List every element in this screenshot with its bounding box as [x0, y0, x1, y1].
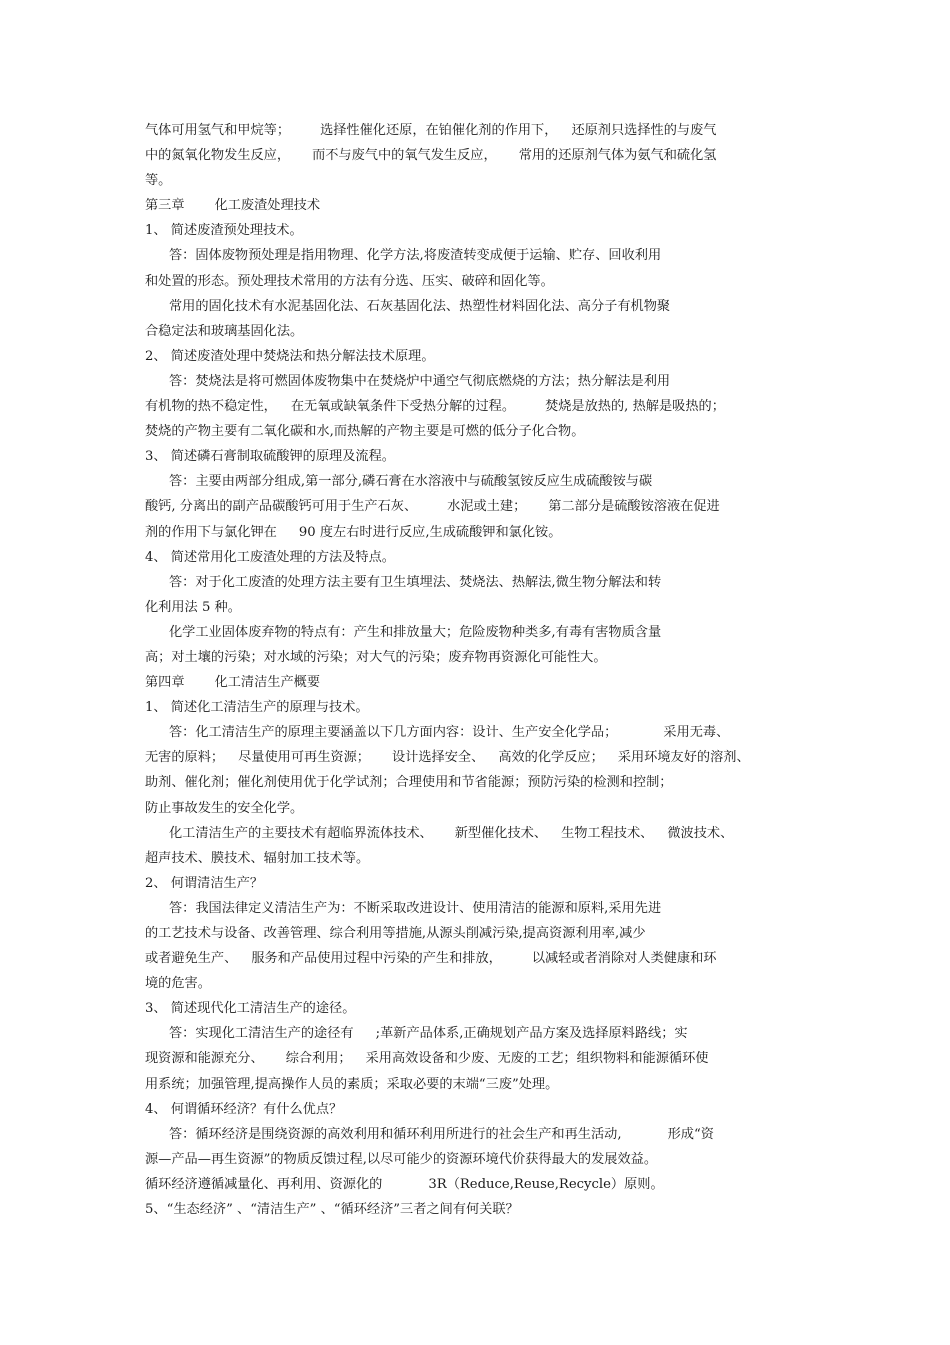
text-line: [145, 1122, 820, 1147]
text-line: [145, 745, 820, 770]
text-line: [145, 720, 820, 745]
text-segment: 答：固体废物预处理是指用物理、化学方法,将废渣转变成便于运输、贮存、回收利用: [169, 248, 662, 264]
chapter-heading: [145, 670, 820, 695]
text-segment: 生物工程技术、: [561, 825, 654, 841]
text-segment: 答：循环经济是围绕资源的高效利用和循环利用所进行的社会生产和再生活动,: [169, 1126, 622, 1142]
question-heading: [145, 444, 820, 469]
text-line: [145, 419, 820, 444]
text-segment: 的工艺技术与设备、改善管理、综合利用等措施,从源头削减污染,提高资源利用率,减少: [145, 926, 646, 941]
text-segment: 而不与废气中的氧气发生反应，: [312, 148, 497, 164]
text-segment: 境的危害。: [145, 976, 211, 992]
text-segment: 3、 简述磷石膏制取硫酸钾的原理及流程。: [145, 449, 395, 465]
text-segment: 中的氮氧化物发生反应，: [145, 148, 291, 164]
text-line: [145, 921, 820, 946]
text-line: [145, 369, 820, 394]
text-segment: 等。: [145, 173, 172, 189]
text-line: [145, 846, 820, 871]
document-body: [145, 118, 820, 1222]
text-segment: 3R（Reduce,Reuse,Recycle）原则。: [428, 1176, 664, 1192]
text-line: [145, 469, 820, 494]
question-heading: [145, 1097, 820, 1122]
text-line: [145, 1147, 820, 1172]
text-line: [145, 946, 820, 971]
question-heading: [145, 996, 820, 1021]
text-segment: 新型催化技术、: [454, 825, 548, 841]
question-heading: [145, 545, 820, 570]
text-line: [145, 896, 820, 921]
text-line: [145, 796, 820, 821]
text-line: [145, 520, 820, 545]
text-segment: 高；对土壤的污染；对水域的污染；对大气的污染；废弃物再资源化可能性大。: [145, 649, 607, 665]
text-segment: 90 度左右时进行反应,生成硫酸钾和氯化铵。: [298, 524, 562, 540]
chapter-heading: [145, 193, 820, 218]
chapter-number: 第四章: [145, 675, 185, 691]
text-segment: 有机物的热不稳定性，: [145, 399, 277, 415]
chapter-title: 化工废渣处理技术: [214, 198, 321, 214]
text-segment: 4、 简述常用化工废渣处理的方法及特点。: [145, 549, 395, 565]
text-segment: 化工清洁生产的主要技术有超临界流体技术、: [169, 825, 433, 841]
text-segment: 在无氧或缺氧条件下受热分解的过程。: [290, 399, 516, 415]
text-segment: 焚烧的产物主要有二氧化碳和水,而热解的产物主要是可燃的低分子化合物。: [145, 424, 585, 440]
text-line: [145, 243, 820, 268]
text-segment: 采用无毒、: [663, 725, 730, 741]
text-segment: 合稳定法和玻璃基固化法。: [145, 323, 304, 339]
text-segment: 常用的固化技术有水泥基固化法、石灰基固化法、热塑性材料固化法、高分子有机物聚: [169, 298, 671, 314]
text-segment: 或者避免生产、: [145, 951, 238, 967]
question-heading: [145, 218, 820, 243]
text-segment: 答：实现化工清洁生产的途径有: [169, 1026, 354, 1042]
text-segment: 采用高效设备和少废、无废的工艺；组织物料和能源循环使: [365, 1051, 709, 1067]
question-heading: [145, 695, 820, 720]
chapter-number: 第三章: [145, 198, 185, 214]
text-segment: 无害的原料；: [145, 750, 225, 766]
text-segment: 1、 简述化工清洁生产的原理与技术。: [145, 700, 369, 716]
text-segment: 以减轻或者消除对人类健康和环: [531, 951, 717, 967]
text-line: [145, 269, 820, 294]
text-segment: 4、 何谓循环经济？有什么优点？: [145, 1101, 343, 1117]
text-segment: 剂的作用下与氯化钾在: [145, 524, 277, 540]
text-segment: 设计选择安全、: [392, 750, 485, 766]
question-heading: [145, 871, 820, 896]
text-segment: 2、 何谓清洁生产？: [145, 875, 264, 891]
text-segment: 现资源和能源充分、: [145, 1051, 264, 1067]
text-segment: 采用环境友好的溶剂、: [617, 750, 750, 766]
text-line: [145, 1072, 820, 1097]
text-line: [145, 394, 820, 419]
text-segment: 服务和产品使用过程中污染的产生和排放，: [251, 951, 502, 967]
text-line: [145, 821, 820, 846]
text-line: [145, 770, 820, 795]
text-line: [145, 168, 820, 193]
text-segment: 第二部分是硫酸铵溶液在促进: [548, 499, 720, 515]
question-heading: [145, 1197, 820, 1222]
text-line: [145, 620, 820, 645]
chapter-title: 化工清洁生产概要: [214, 675, 321, 691]
text-line: [145, 570, 820, 595]
text-line: [145, 118, 820, 143]
text-segment: 5、“生态经济” 、“清洁生产” 、“循环经济”三者之间有何关联？: [145, 1202, 519, 1218]
text-segment: 化利用法 5 种。: [145, 599, 241, 615]
text-segment: 综合利用；: [285, 1051, 352, 1067]
text-segment: 还原剂只选择性的与废气: [571, 123, 717, 138]
text-line: [145, 1172, 820, 1197]
text-line: [145, 595, 820, 620]
text-segment: 化学工业固体废弃物的特点有：产生和排放量大；危险废物种类多,有毒有害物质含量: [169, 624, 662, 640]
text-segment: 1、 简述废渣预处理技术。: [145, 223, 303, 239]
text-segment: 酸钙, 分离出的副产品碳酸钙可用于生产石灰、: [145, 499, 418, 515]
text-segment: 常用的还原剂气体为氨气和硫化氢: [518, 148, 717, 164]
text-line: [145, 645, 820, 670]
text-segment: 答：我国法律定义清洁生产为：不断采取改进设计、使用清洁的能源和原料,采用先进: [169, 900, 662, 916]
text-line: [145, 143, 820, 168]
text-segment: 焚烧是放热的, 热解是吸热的；: [545, 399, 725, 415]
text-segment: 形成“资: [667, 1126, 714, 1142]
text-line: [145, 294, 820, 319]
text-line: [145, 319, 820, 344]
text-line: [145, 1021, 820, 1046]
text-segment: 答：对于化工废渣的处理方法主要有卫生填埋法、焚烧法、热解法,微生物分解法和转: [169, 574, 662, 590]
text-segment: 超声技术、膜技术、辐射加工技术等。: [145, 850, 370, 866]
text-segment: 微波技术、: [667, 825, 734, 841]
text-segment: 助剂、催化剂；催化剂使用优于化学试剂；合理使用和节省能源；预防污染的检测和控制；: [145, 775, 673, 791]
text-segment: 选择性催化还原，在铂催化剂的作用下，: [320, 123, 558, 138]
text-segment: 答：焚烧法是将可燃固体废物集中在焚烧炉中通空气彻底燃烧的方法；热分解法是利用: [169, 373, 671, 389]
text-line: [145, 494, 820, 519]
text-segment: 3、 简述现代化工清洁生产的途径。: [145, 1001, 356, 1017]
text-segment: 尽量使用可再生资源；: [238, 750, 370, 766]
question-heading: [145, 344, 820, 369]
text-segment: 用系统；加强管理,提高操作人员的素质；采取必要的末端“三废”处理。: [145, 1076, 559, 1092]
text-segment: ;革新产品体系,正确规划产品方案及选择原料路线；实: [375, 1026, 688, 1042]
text-segment: 源—产品—再生资源”的物质反馈过程,以尽可能少的资源环境代价获得最大的发展效益。: [145, 1151, 658, 1167]
text-segment: 防止事故发生的安全化学。: [145, 800, 304, 816]
text-segment: 答：化工清洁生产的原理主要涵盖以下几方面内容：设计、生产安全化学品；: [169, 725, 618, 741]
text-segment: 和处置的形态。预处理技术常用的方法有分选、压实、破碎和固化等。: [145, 273, 554, 289]
text-line: [145, 971, 820, 996]
text-segment: 2、 简述废渣处理中焚烧法和热分解法技术原理。: [145, 348, 435, 364]
text-segment: 答：主要由两部分组成,第一部分,磷石膏在水溶液中与硫酸氢铵反应生成硫酸铵与碳: [169, 474, 653, 490]
text-segment: 气体可用氢气和甲烷等；: [145, 123, 291, 138]
text-segment: 水泥或土建；: [447, 499, 527, 515]
text-segment: 高效的化学反应；: [498, 750, 604, 766]
text-segment: 循环经济遵循减量化、再利用、资源化的: [145, 1176, 383, 1192]
text-line: [145, 1046, 820, 1071]
